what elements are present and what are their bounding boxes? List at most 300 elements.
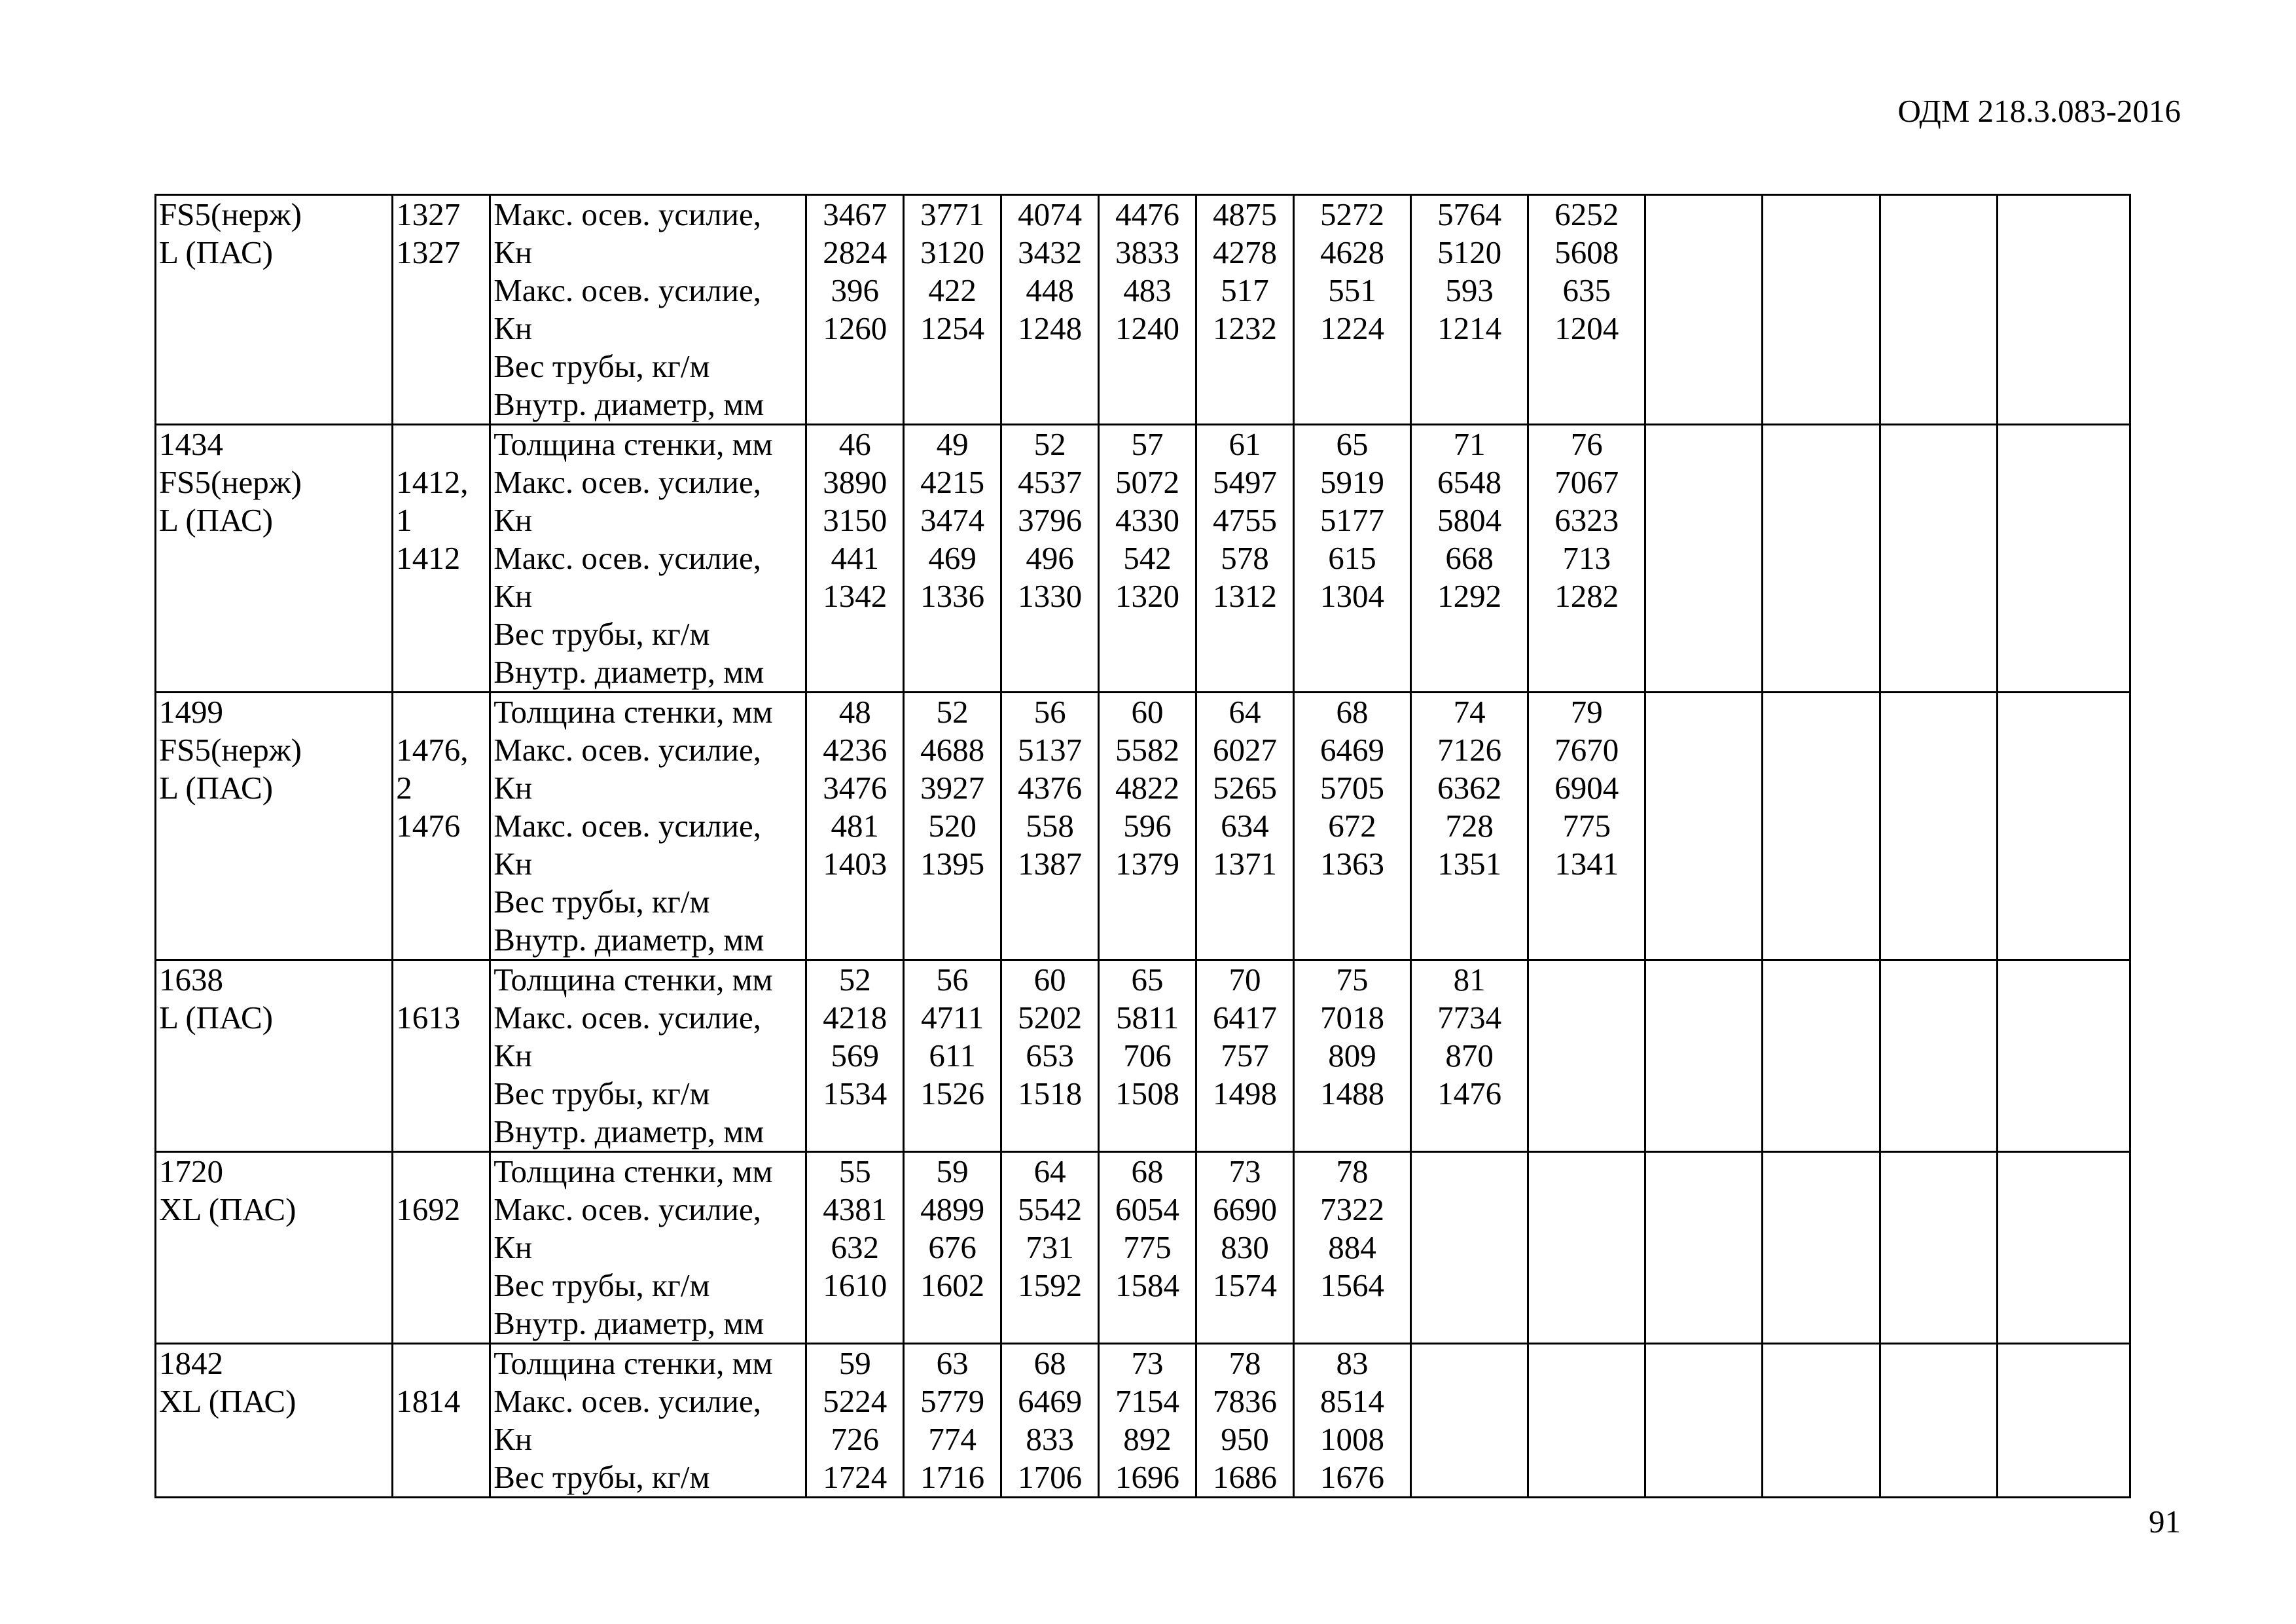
value: 5272 <box>1320 196 1384 232</box>
value: 6904 <box>1554 770 1619 806</box>
parameter-names-cell-line: Внутр. диаметр, мм <box>493 386 764 422</box>
value: 65 <box>1131 962 1164 998</box>
value: 1248 <box>1018 310 1083 346</box>
value-cell <box>1293 960 1410 1152</box>
value: 1336 <box>920 578 985 614</box>
table-row <box>156 1344 2130 1498</box>
value: 1395 <box>920 846 985 882</box>
value: 1304 <box>1320 578 1384 614</box>
pipe-size-cell-line: 1327 <box>396 196 461 232</box>
value-cell <box>1001 195 1099 425</box>
parameter-names-cell-line: Толщина стенки, мм <box>493 426 773 462</box>
value: 3150 <box>823 502 888 538</box>
value: 448 <box>1026 272 1074 308</box>
value: 950 <box>1221 1421 1269 1457</box>
value: 615 <box>1328 540 1376 576</box>
pipe-designation-cell-line: XL (ПАС) <box>159 1191 296 1227</box>
parameter-names-cell-line: Толщина стенки, мм <box>493 1345 773 1381</box>
pipe-size-cell-line: 1327 <box>396 234 461 270</box>
value: 4278 <box>1212 234 1277 270</box>
value: 1312 <box>1212 578 1277 614</box>
value-cell <box>1293 1152 1410 1344</box>
value: 1282 <box>1554 578 1619 614</box>
value: 64 <box>1229 694 1261 730</box>
value: 517 <box>1221 272 1269 308</box>
parameter-names-cell-line: Вес трубы, кг/м <box>493 616 710 652</box>
value: 4236 <box>823 732 888 768</box>
pipe-size-cell-line: 1476 <box>396 808 461 844</box>
value: 1696 <box>1115 1459 1180 1495</box>
pipe-size-cell-line <box>396 425 486 463</box>
pipe-size-cell-line <box>396 1344 486 1382</box>
pipe-size-cell <box>393 960 490 1152</box>
parameter-names-cell <box>490 1152 806 1344</box>
value: 7154 <box>1115 1383 1180 1419</box>
value: 706 <box>1123 1038 1172 1074</box>
value: 76 <box>1570 426 1603 462</box>
value-cell <box>1293 195 1410 425</box>
value: 3796 <box>1018 502 1083 538</box>
parameter-names-cell-line: Кн <box>493 1229 533 1265</box>
value: 3474 <box>920 502 985 538</box>
value: 73 <box>1131 1345 1164 1381</box>
parameter-names-cell-line: Вес трубы, кг/м <box>493 348 710 384</box>
parameter-names-cell-line: Макс. осев. усилие, <box>493 732 761 768</box>
value: 5705 <box>1320 770 1384 806</box>
value: 1706 <box>1018 1459 1083 1495</box>
pipe-designation-cell <box>156 195 393 425</box>
value-cell <box>1528 693 1645 960</box>
value: 726 <box>831 1421 879 1457</box>
value: 1342 <box>823 578 888 614</box>
pipe-designation-cell-line: 1842 <box>159 1345 223 1381</box>
pipe-designation-cell <box>156 1152 393 1344</box>
value: 728 <box>1445 808 1494 844</box>
pipe-designation-cell-line: 1720 <box>159 1153 223 1189</box>
pipe-designation-cell <box>156 960 393 1152</box>
value-cell <box>1001 693 1099 960</box>
value: 63 <box>936 1345 969 1381</box>
value: 3476 <box>823 770 888 806</box>
pipe-designation-cell <box>156 1344 393 1498</box>
value-cell <box>1001 960 1099 1152</box>
pipe-size-cell <box>393 1344 490 1498</box>
value: 775 <box>1123 1229 1172 1265</box>
value: 4218 <box>823 1000 888 1036</box>
parameter-names-cell-line: Кн <box>493 1421 533 1457</box>
parameter-names-cell <box>490 1344 806 1498</box>
value: 56 <box>1033 694 1066 730</box>
value: 833 <box>1026 1421 1074 1457</box>
value: 1610 <box>823 1267 888 1303</box>
value-cell <box>1880 1344 1997 1498</box>
value: 1379 <box>1115 846 1180 882</box>
value: 52 <box>838 962 871 998</box>
value: 7067 <box>1554 464 1619 500</box>
parameter-names-cell <box>490 195 806 425</box>
parameter-names-cell-line: Внутр. диаметр, мм <box>493 654 764 690</box>
value: 1387 <box>1018 846 1083 882</box>
parameter-names-cell <box>490 693 806 960</box>
value: 78 <box>1336 1153 1369 1189</box>
value: 68 <box>1336 694 1369 730</box>
value: 634 <box>1221 808 1269 844</box>
value: 676 <box>928 1229 977 1265</box>
value: 1716 <box>920 1459 985 1495</box>
value-cell <box>1528 1152 1645 1344</box>
pipe-designation-cell-line: FS5(нерж) <box>159 196 302 232</box>
value-cell <box>1411 195 1528 425</box>
pipe-size-cell-line: 1 <box>396 502 412 538</box>
value: 5497 <box>1212 464 1277 500</box>
parameter-names-cell-line: Макс. осев. усилие, <box>493 1000 761 1036</box>
value: 775 <box>1562 808 1611 844</box>
pipe-designation-cell-line: L (ПАС) <box>159 502 274 538</box>
value-cell <box>904 960 1001 1152</box>
value: 5265 <box>1212 770 1277 806</box>
pipe-size-cell-line: 1692 <box>396 1191 461 1227</box>
value: 78 <box>1229 1345 1261 1381</box>
value: 483 <box>1123 272 1172 308</box>
value-cell <box>1099 1344 1196 1498</box>
value: 59 <box>838 1345 871 1381</box>
pipe-designation-cell <box>156 425 393 693</box>
value: 60 <box>1131 694 1164 730</box>
value: 713 <box>1562 540 1611 576</box>
value-cell <box>1099 960 1196 1152</box>
parameter-names-cell-line: Вес трубы, кг/м <box>493 884 710 920</box>
value: 5224 <box>823 1383 888 1419</box>
value: 49 <box>936 426 969 462</box>
value-cell <box>1411 1344 1528 1498</box>
value: 6362 <box>1437 770 1502 806</box>
value: 1341 <box>1554 846 1619 882</box>
value-cell <box>1411 1152 1528 1344</box>
value: 396 <box>831 272 879 308</box>
value-cell <box>1196 195 1294 425</box>
pipe-spec-table <box>154 194 2131 1498</box>
value: 1574 <box>1212 1267 1277 1303</box>
value: 8514 <box>1320 1383 1384 1419</box>
value: 6469 <box>1018 1383 1083 1419</box>
value-cell <box>1763 693 1880 960</box>
value: 70 <box>1229 962 1261 998</box>
value: 481 <box>831 808 879 844</box>
value: 4899 <box>920 1191 985 1227</box>
value: 632 <box>831 1229 879 1265</box>
value-cell <box>1528 195 1645 425</box>
value: 3467 <box>823 196 888 232</box>
value-cell <box>1645 425 1763 693</box>
value: 1724 <box>823 1459 888 1495</box>
value: 757 <box>1221 1038 1269 1074</box>
pipe-designation-cell-line: L (ПАС) <box>159 234 274 270</box>
value-cell <box>1645 1152 1763 1344</box>
pipe-size-cell-line <box>396 961 486 999</box>
value: 5779 <box>920 1383 985 1419</box>
parameter-names-cell <box>490 960 806 1152</box>
value: 5811 <box>1115 1000 1179 1036</box>
value: 61 <box>1229 426 1261 462</box>
parameter-names-cell-line: Вес трубы, кг/м <box>493 1267 710 1303</box>
value: 5919 <box>1320 464 1384 500</box>
value: 870 <box>1445 1038 1494 1074</box>
value-cell <box>904 1344 1001 1498</box>
parameter-names-cell-line: Кн <box>493 1038 533 1074</box>
value: 1224 <box>1320 310 1384 346</box>
value-cell <box>1645 960 1763 1152</box>
pipe-designation-cell-line: FS5(нерж) <box>159 464 302 500</box>
pipe-size-cell-line: 1412, <box>396 464 469 500</box>
value: 5582 <box>1115 732 1180 768</box>
value: 892 <box>1123 1421 1172 1457</box>
value: 1488 <box>1320 1075 1384 1111</box>
value: 5177 <box>1320 502 1384 538</box>
value-cell <box>1196 960 1294 1152</box>
value-cell <box>1997 960 2130 1152</box>
value-cell <box>1196 1344 1294 1498</box>
pipe-designation-cell-line: L (ПАС) <box>159 770 274 806</box>
value: 542 <box>1123 540 1172 576</box>
parameter-names-cell-line: Внутр. диаметр, мм <box>493 922 764 958</box>
value: 60 <box>1033 962 1066 998</box>
value-cell <box>806 960 904 1152</box>
value-cell <box>806 1344 904 1498</box>
value: 1676 <box>1320 1459 1384 1495</box>
value: 1008 <box>1320 1421 1384 1457</box>
value: 1686 <box>1212 1459 1277 1495</box>
value: 3890 <box>823 464 888 500</box>
parameter-names-cell-line: Кн <box>493 846 533 882</box>
parameter-names-cell-line: Вес трубы, кг/м <box>493 1075 710 1111</box>
parameter-names-cell-line: Макс. осев. усилие, <box>493 808 761 844</box>
parameter-names-cell-line: Макс. осев. усилие, <box>493 1383 761 1419</box>
pipe-size-cell-line: 1613 <box>396 1000 461 1036</box>
pipe-size-cell <box>393 195 490 425</box>
value: 2824 <box>823 234 888 270</box>
value: 56 <box>936 962 969 998</box>
pipe-size-cell-line: 2 <box>396 770 412 806</box>
value: 48 <box>838 694 871 730</box>
parameter-names-cell-line: Толщина стенки, мм <box>493 694 773 730</box>
pipe-designation-cell-line: FS5(нерж) <box>159 732 302 768</box>
value: 1403 <box>823 846 888 882</box>
value: 653 <box>1026 1038 1074 1074</box>
value: 52 <box>936 694 969 730</box>
value-cell <box>1001 1344 1099 1498</box>
value-cell <box>1763 195 1880 425</box>
pipe-size-cell <box>393 693 490 960</box>
value-cell <box>1196 1152 1294 1344</box>
value: 1476 <box>1437 1075 1502 1111</box>
value: 4711 <box>921 1000 984 1036</box>
value: 6323 <box>1554 502 1619 538</box>
value-cell <box>1293 425 1410 693</box>
value: 596 <box>1123 808 1172 844</box>
pipe-size-cell <box>393 1152 490 1344</box>
value: 578 <box>1221 540 1269 576</box>
value: 3432 <box>1018 234 1083 270</box>
value: 4537 <box>1018 464 1083 500</box>
pipe-size-cell-line <box>396 1153 486 1191</box>
value: 52 <box>1033 426 1066 462</box>
table-row <box>156 693 2130 960</box>
value-cell <box>806 425 904 693</box>
value: 4330 <box>1115 502 1180 538</box>
value: 6548 <box>1437 464 1502 500</box>
parameter-names-cell-line: Кн <box>493 502 533 538</box>
parameter-names-cell-line: Макс. осев. усилие, <box>493 464 761 500</box>
value: 1254 <box>920 310 985 346</box>
value: 551 <box>1328 272 1376 308</box>
value: 774 <box>928 1421 977 1457</box>
value: 1232 <box>1212 310 1277 346</box>
pipe-size-cell-line: 1814 <box>396 1383 461 1419</box>
value: 422 <box>928 272 977 308</box>
value: 74 <box>1453 694 1486 730</box>
value: 7322 <box>1320 1191 1384 1227</box>
value: 1584 <box>1115 1267 1180 1303</box>
value: 4215 <box>920 464 985 500</box>
parameter-names-cell-line: Макс. осев. усилие, <box>493 540 761 576</box>
value: 5072 <box>1115 464 1180 500</box>
value: 5202 <box>1018 1000 1083 1036</box>
value: 7670 <box>1554 732 1619 768</box>
value-cell <box>904 693 1001 960</box>
value: 593 <box>1445 272 1494 308</box>
value: 611 <box>929 1038 976 1074</box>
value: 884 <box>1328 1229 1376 1265</box>
value: 5120 <box>1437 234 1502 270</box>
value: 83 <box>1336 1345 1369 1381</box>
value: 7836 <box>1212 1383 1277 1419</box>
value: 1363 <box>1320 846 1384 882</box>
value: 1320 <box>1115 578 1180 614</box>
value: 5137 <box>1018 732 1083 768</box>
value: 64 <box>1033 1153 1066 1189</box>
parameter-names-cell-line: Вес трубы, кг/м <box>493 1459 710 1495</box>
value: 496 <box>1026 540 1074 576</box>
parameter-names-cell-line: Кн <box>493 310 533 346</box>
value-cell <box>1001 425 1099 693</box>
value: 5542 <box>1018 1191 1083 1227</box>
value: 3771 <box>920 196 985 232</box>
table-row <box>156 195 2130 425</box>
value: 1371 <box>1212 846 1277 882</box>
parameter-names-cell-line: Макс. осев. усилие, <box>493 196 761 232</box>
value: 569 <box>831 1038 879 1074</box>
value: 7018 <box>1320 1000 1384 1036</box>
value-cell <box>1880 195 1997 425</box>
value: 81 <box>1453 962 1486 998</box>
page-number: 91 <box>2149 1504 2181 1540</box>
value: 4755 <box>1212 502 1277 538</box>
value-cell <box>1411 960 1528 1152</box>
value-cell <box>1997 425 2130 693</box>
value-cell <box>1411 425 1528 693</box>
table-row <box>156 960 2130 1152</box>
value: 75 <box>1336 962 1369 998</box>
value: 731 <box>1026 1229 1074 1265</box>
value-cell <box>904 425 1001 693</box>
pipe-size-cell-line: 1476, <box>396 732 469 768</box>
value: 3927 <box>920 770 985 806</box>
value: 830 <box>1221 1229 1269 1265</box>
value: 68 <box>1033 1345 1066 1381</box>
value-cell <box>1293 693 1410 960</box>
value: 7734 <box>1437 1000 1502 1036</box>
value-cell <box>806 693 904 960</box>
value: 635 <box>1562 272 1611 308</box>
value: 1292 <box>1437 578 1502 614</box>
value: 46 <box>838 426 871 462</box>
value: 4476 <box>1115 196 1180 232</box>
value-cell <box>1645 693 1763 960</box>
table-row <box>156 425 2130 693</box>
parameter-names-cell-line: Макс. осев. усилие, <box>493 272 761 308</box>
value-cell <box>1763 1344 1880 1498</box>
value: 6469 <box>1320 732 1384 768</box>
value-cell <box>1997 693 2130 960</box>
value: 6417 <box>1212 1000 1277 1036</box>
value: 57 <box>1131 426 1164 462</box>
value-cell <box>1411 693 1528 960</box>
value: 5764 <box>1437 196 1502 232</box>
table-row <box>156 1152 2130 1344</box>
pipe-size-cell-line <box>396 693 486 731</box>
value: 4074 <box>1018 196 1083 232</box>
value: 59 <box>936 1153 969 1189</box>
pipe-designation-cell <box>156 693 393 960</box>
value-cell <box>1196 425 1294 693</box>
value: 672 <box>1328 808 1376 844</box>
value-cell <box>1528 425 1645 693</box>
value: 4376 <box>1018 770 1083 806</box>
value: 6252 <box>1554 196 1619 232</box>
value: 1602 <box>920 1267 985 1303</box>
value: 4688 <box>920 732 985 768</box>
value: 5608 <box>1554 234 1619 270</box>
value: 520 <box>928 808 977 844</box>
value: 1214 <box>1437 310 1502 346</box>
value: 71 <box>1453 426 1486 462</box>
value: 68 <box>1131 1153 1164 1189</box>
value: 441 <box>831 540 879 576</box>
pipe-designation-cell-line: 1434 <box>159 426 223 462</box>
value: 3120 <box>920 234 985 270</box>
value: 4822 <box>1115 770 1180 806</box>
value-cell <box>1880 1152 1997 1344</box>
pipe-designation-cell-line: XL (ПАС) <box>159 1383 296 1419</box>
pipe-designation-cell-line: 1499 <box>159 694 223 730</box>
parameter-names-cell-line: Кн <box>493 770 533 806</box>
parameter-names-cell-line: Макс. осев. усилие, <box>493 1191 761 1227</box>
value-cell <box>1997 195 2130 425</box>
value-cell <box>1763 425 1880 693</box>
value: 6054 <box>1115 1191 1180 1227</box>
value: 5804 <box>1437 502 1502 538</box>
parameter-names-cell-line: Толщина стенки, мм <box>493 1153 773 1189</box>
value: 1498 <box>1212 1075 1277 1111</box>
value: 1526 <box>920 1075 985 1111</box>
value: 558 <box>1026 808 1074 844</box>
value-cell <box>1099 693 1196 960</box>
value-cell <box>1528 960 1645 1152</box>
parameter-names-cell-line: Толщина стенки, мм <box>493 962 773 998</box>
document-code: ОДМ 218.3.083-2016 <box>1897 93 2181 129</box>
value-cell <box>1196 693 1294 960</box>
value: 79 <box>1570 694 1603 730</box>
